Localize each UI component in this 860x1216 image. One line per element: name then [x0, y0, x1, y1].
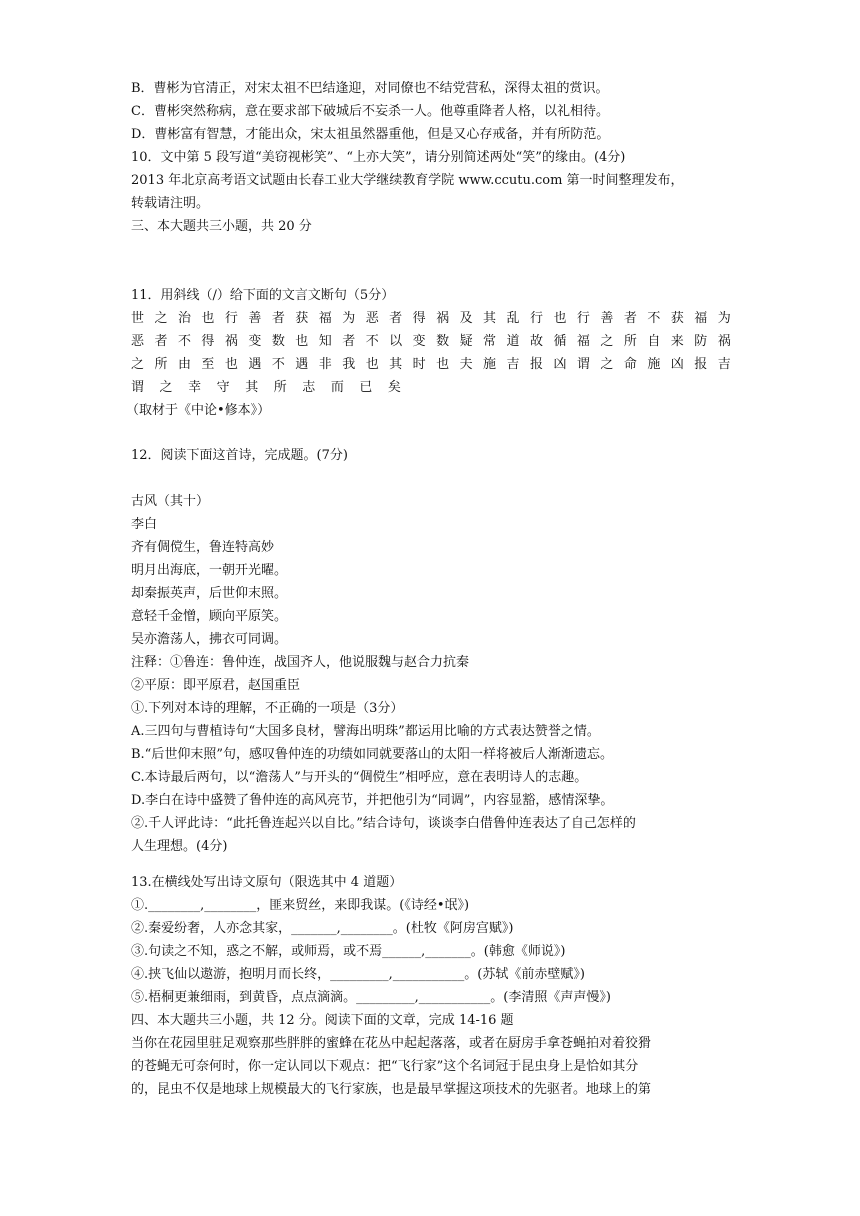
classical-char: 乱 — [506, 311, 520, 326]
classical-char: 谓 — [576, 357, 590, 372]
poem-title: 古风（其十） — [131, 494, 210, 509]
classical-char: 行 — [576, 311, 590, 326]
classical-char: 祸 — [717, 334, 731, 349]
classical-char: 者 — [389, 311, 403, 326]
classical-char: 吉 — [506, 357, 520, 372]
sub-question-2-cont: 人生理想。(4分) — [131, 839, 228, 854]
classical-char: 行 — [224, 311, 238, 326]
classical-char: 非 — [318, 357, 332, 372]
classical-char: 不 — [365, 334, 379, 349]
classical-char: 者 — [342, 334, 356, 349]
section-4-heading: 四、本大题共三小题，共 12 分。阅读下面的文章，完成 14-16 题 — [131, 1013, 514, 1028]
classical-char: 变 — [412, 334, 426, 349]
choice-c: C.本诗最后两句，以“澹荡人”与开头的“倜傥生”相呼应，意在表明诗人的志趣。 — [131, 770, 588, 785]
classical-char: 不 — [647, 311, 661, 326]
classical-char: 时 — [412, 357, 426, 372]
classical-char: 遇 — [295, 357, 309, 372]
choice-d: D.李白在诗中盛赞了鲁仲连的高风亮节，并把他引为“同调”，内容显豁，感情深挚。 — [131, 793, 614, 808]
classical-char: 也 — [224, 357, 238, 372]
option-c: C．曹彬突然称病，意在要求部下破城后不妄杀一人。他尊重降者人格，以礼相待。 — [131, 104, 609, 119]
classical-char: 得 — [201, 334, 215, 349]
classical-char: 报 — [529, 357, 543, 372]
fill-item-2: ②.秦爱纷奢，人亦念其家，_______,________。(杜牧《阿房宫赋》) — [131, 921, 514, 936]
source-note: （取材于《中论•修本》） — [126, 403, 271, 418]
classical-char: 疑 — [459, 334, 473, 349]
classical-char: 遇 — [248, 357, 262, 372]
classical-char: 善 — [600, 311, 614, 326]
classical-char: 其 — [483, 311, 497, 326]
classical-char: 至 — [201, 357, 215, 372]
classical-char: 其 — [245, 380, 259, 395]
classical-char: 世 — [131, 311, 145, 326]
classical-char: 获 — [670, 311, 684, 326]
option-d: D．曹彬富有智慧，才能出众，宋太祖虽然器重他，但是又心存戒备，并有所防范。 — [131, 127, 610, 142]
classical-text-line-3 — [131, 353, 731, 376]
classical-char: 治 — [177, 311, 191, 326]
classical-char: 福 — [694, 311, 708, 326]
classical-char: 施 — [483, 357, 497, 372]
classical-char: 之 — [154, 311, 168, 326]
classical-char: 不 — [271, 357, 285, 372]
classical-char: 志 — [302, 380, 316, 395]
classical-char: 福 — [318, 311, 332, 326]
classical-char: 不 — [177, 334, 191, 349]
poem-line-3: 却秦振英声，后世仰末照。 — [131, 586, 288, 601]
classical-char: 之 — [131, 357, 145, 372]
classical-char: 为 — [342, 311, 356, 326]
classical-char: 祸 — [436, 311, 450, 326]
classical-char: 也 — [553, 311, 567, 326]
classical-char: 已 — [359, 380, 373, 395]
fill-item-4: ④.挟飞仙以遨游，抱明月而长终，_________,___________。(苏轼《前赤壁赋》) — [131, 967, 585, 982]
poem-line-5: 吴亦澹荡人，拂衣可同调。 — [131, 632, 288, 647]
classical-char: 所 — [273, 380, 287, 395]
classical-char: 守 — [216, 380, 230, 395]
classical-char: 我 — [342, 357, 356, 372]
question-10: 10．文中第 5 段写道“美窃视彬笑”、“上亦大笑”，请分别简述两处“笑”的缘由。(4分) — [131, 150, 626, 165]
classical-char: 命 — [623, 357, 637, 372]
classical-char: 恶 — [131, 334, 145, 349]
poem-line-1: 齐有倜傥生，鲁连特高妙 — [131, 540, 275, 555]
classical-char: 者 — [154, 334, 168, 349]
classical-char: 施 — [647, 357, 661, 372]
publisher-note: 2013 年北京高考语文试题由长春工业大学继续教育学院 www.ccutu.com 第一时间整理发布， — [131, 173, 684, 188]
classical-char: 谓 — [131, 380, 145, 395]
fill-item-5: ⑤.梧桐更兼细雨，到黄昏，点点滴滴。_________,___________。(李清照《声声慢》) — [131, 990, 611, 1005]
classical-char: 凶 — [670, 357, 684, 372]
classical-char: 祸 — [224, 334, 238, 349]
classical-char: 及 — [459, 311, 473, 326]
classical-char: 得 — [412, 311, 426, 326]
sub-question-2: ②.千人评此诗：“此托鲁连起兴以自比。”结合诗句，谈谈李白借鲁仲连表达了自己怎样的 — [131, 816, 636, 831]
classical-char: 数 — [271, 334, 285, 349]
classical-char: 由 — [177, 357, 191, 372]
classical-char: 所 — [154, 357, 168, 372]
classical-char: 夫 — [459, 357, 473, 372]
classical-char: 变 — [248, 334, 262, 349]
classical-char: 获 — [295, 311, 309, 326]
question-13: 13.在横线处写出诗文原句（限选其中 4 道题） — [131, 875, 403, 890]
classical-char: 循 — [553, 334, 567, 349]
classical-char: 自 — [647, 334, 661, 349]
classical-text-line-4 — [131, 376, 401, 399]
classical-char: 矣 — [387, 380, 401, 395]
classical-char: 福 — [576, 334, 590, 349]
annotation-2: ②平原：即平原君，赵国重臣 — [131, 678, 301, 693]
passage-line-1: 当你在花园里驻足观察那些胖胖的蜜蜂在花丛中起起落落，或者在厨房手拿苍蝇拍对着狡猾 — [131, 1036, 652, 1051]
choice-b: B.“后世仰末照”句，感叹鲁仲连的功绩如同就要落山的太阳一样将被后人渐渐遗忘。 — [131, 747, 613, 762]
classical-char: 幸 — [188, 380, 202, 395]
classical-char: 之 — [600, 357, 614, 372]
classical-char: 数 — [436, 334, 450, 349]
poem-line-2: 明月出海底，一朝开光曜。 — [131, 563, 288, 578]
fill-item-1: ①.________,________，匪来贸丝，来即我谋。(《诗经•氓》) — [131, 898, 470, 913]
classical-char: 之 — [600, 334, 614, 349]
section-3-heading: 三、本大题共三小题，共 20 分 — [131, 219, 312, 234]
classical-char: 也 — [436, 357, 450, 372]
classical-text-line-2 — [131, 330, 731, 353]
classical-char: 道 — [506, 334, 520, 349]
classical-char: 而 — [330, 380, 344, 395]
sub-question-1: ①.下列对本诗的理解，不正确的一项是（3分） — [131, 701, 404, 716]
classical-char: 吉 — [717, 357, 731, 372]
classical-char: 故 — [529, 334, 543, 349]
fill-item-3: ③.句读之不知，惑之不解，或师焉，或不焉______,_______。(韩愈《师说》) — [131, 944, 566, 959]
poem-author: 李白 — [131, 517, 158, 532]
classical-text-line-1 — [131, 307, 731, 330]
classical-char: 也 — [365, 357, 379, 372]
classical-char: 也 — [201, 311, 215, 326]
classical-char: 行 — [529, 311, 543, 326]
classical-char: 凶 — [553, 357, 567, 372]
passage-line-3: 的，昆虫不仅是地球上规模最大的飞行家族，也是最早掌握这项技术的先驱者。地球上的第 — [131, 1082, 652, 1097]
classical-char: 防 — [694, 334, 708, 349]
classical-char: 知 — [318, 334, 332, 349]
classical-char: 善 — [248, 311, 262, 326]
poem-line-4: 意轻千金憎，顾向平原笑。 — [131, 609, 288, 624]
question-11: 11．用斜线（/）给下面的文言文断句（5分） — [131, 288, 395, 303]
annotation-1: 注释：①鲁连：鲁仲连，战国齐人，他说服魏与赵合力抗秦 — [131, 655, 470, 670]
classical-char: 常 — [483, 334, 497, 349]
question-12: 12．阅读下面这首诗，完成题。(7分) — [131, 448, 348, 463]
classical-char: 为 — [717, 311, 731, 326]
passage-line-2: 的苍蝇无可奈何时，你一定认同以下观点：把“飞行家”这个名词冠于昆虫身上是恰如其分 — [131, 1059, 639, 1074]
classical-char: 者 — [623, 311, 637, 326]
classical-char: 者 — [271, 311, 285, 326]
publisher-note-cont: 转载请注明。 — [131, 196, 210, 211]
classical-char: 来 — [670, 334, 684, 349]
choice-a: A.三四句与曹植诗句“大国多良材，譬海出明珠”都运用比喻的方式表达赞誉之情。 — [131, 724, 600, 739]
classical-char: 所 — [623, 334, 637, 349]
classical-char: 恶 — [365, 311, 379, 326]
classical-char: 其 — [389, 357, 403, 372]
option-b: B．曹彬为官清正，对宋太祖不巴结逢迎，对同僚也不结党营私，深得太祖的赏识。 — [131, 81, 609, 96]
classical-char: 报 — [694, 357, 708, 372]
classical-char: 也 — [295, 334, 309, 349]
classical-char: 以 — [389, 334, 403, 349]
classical-char: 之 — [159, 380, 173, 395]
